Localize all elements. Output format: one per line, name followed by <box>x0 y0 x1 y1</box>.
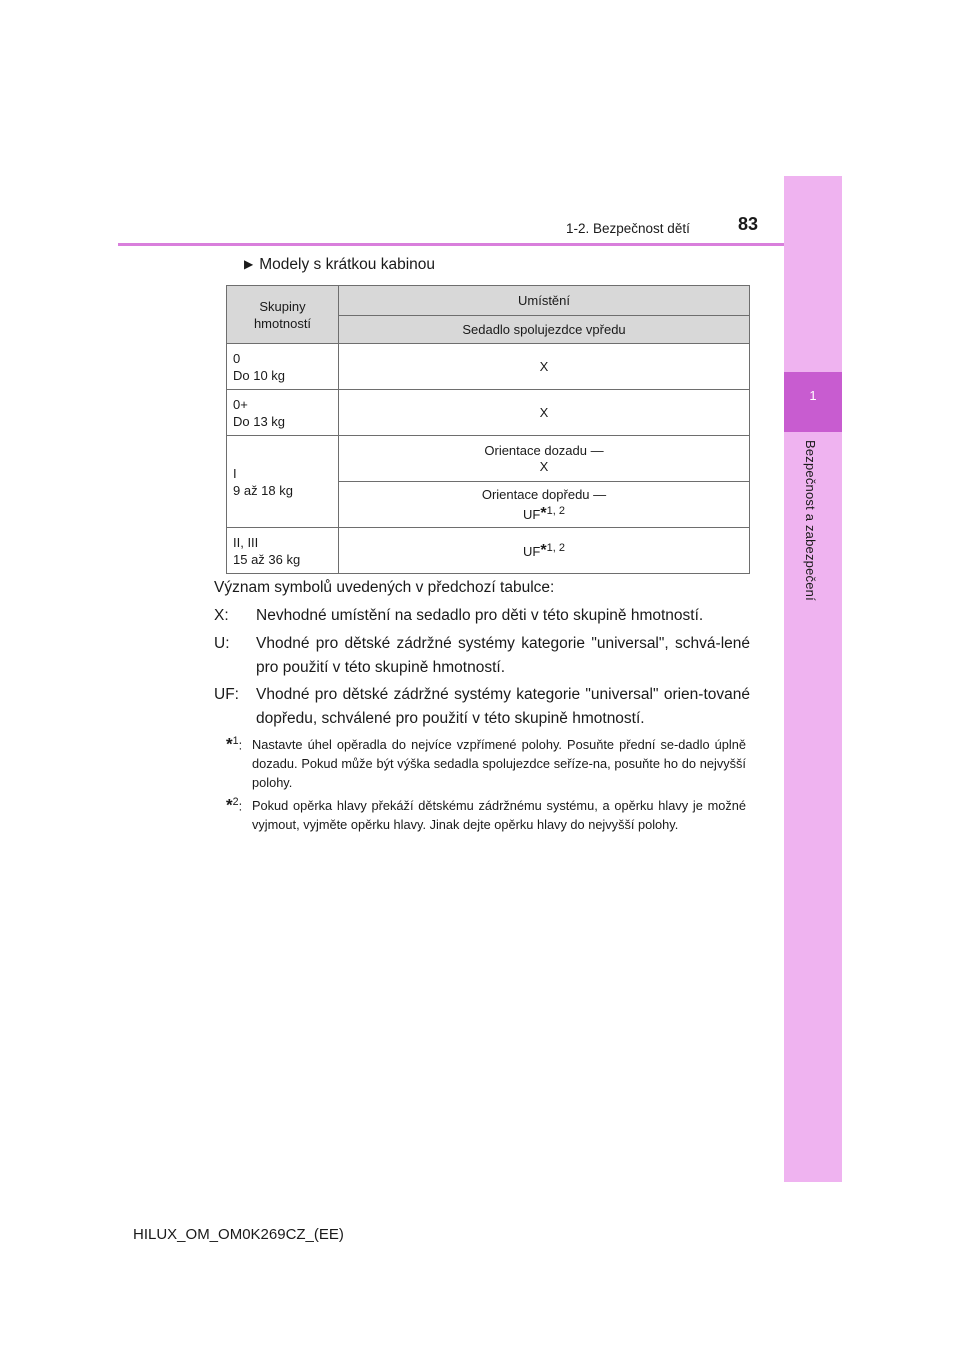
table-cell-forward-facing: Orientace dopředu — UF*$^{1, 2}$ <box>339 482 750 528</box>
side-tab-strip <box>784 176 842 1182</box>
chapter-number: 1 <box>809 388 817 403</box>
chapter-label: Bezpečnost a zabezpečení <box>803 440 818 601</box>
table-row-group-0: 0 Do 10 kg <box>227 344 339 390</box>
header-weight-groups: Skupiny hmotností <box>227 286 339 344</box>
legend-item-u: U: Vhodné pro dětské zádržné systémy kategorie "universal", schvá-lené pro použití v této skupině hmotností. <box>214 635 750 676</box>
header-divider <box>118 243 784 246</box>
table-row-group-0plus: 0+ Do 13 kg <box>227 390 339 436</box>
table-row-group-1: I 9 až 18 kg <box>227 436 339 528</box>
table-cell-value: X <box>339 390 750 436</box>
section-title: 1-2. Bezpečnost dětí <box>566 221 690 236</box>
triangle-bullet-icon: ▶ <box>244 257 254 271</box>
legend-intro: Význam symbolů uvedených v předchozí tabulce: <box>214 579 555 596</box>
table-row-group-2-3: II, III 15 až 36 kg <box>227 528 339 574</box>
footnote-2: *$^2$: Pokud opěrka hlavy překáží dětskému zádržnému systému, a opěrku hlavy je možné vyjmout, vyjměte opěrku hlavy. Jinak dejte opěrku hlavy do nejvyšší polohy. <box>226 795 746 832</box>
header-placement: Umístění <box>339 286 750 316</box>
page-number: 83 <box>738 214 759 234</box>
header-front-passenger-seat: Sedadlo spolujezdce vpředu <box>339 316 750 344</box>
legend-item-x: X: Nevhodné umístění na sedadlo pro děti v této skupině hmotností. <box>214 607 704 624</box>
subsection-title: Modely s krátkou kabinou <box>259 256 435 273</box>
document-code: HILUX_OM_OM0K269CZ_(EE) <box>133 1226 344 1243</box>
subsection-heading <box>244 256 435 274</box>
table-cell-value: X <box>339 344 750 390</box>
table-cell-value: UF*$^{1, 2}$ <box>339 528 750 574</box>
legend-item-uf: UF: Vhodné pro dětské zádržné systémy kategorie "universal" orien-tované dopředu, schválené pro použití v této skupině hmotností. <box>214 686 750 727</box>
table-cell-rear-facing: Orientace dozadu — X <box>339 436 750 482</box>
footnote-1: *$^1$: Nastavte úhel opěradla do nejvíce vzpřímené polohy. Posuňte přední se-dadlo úplně dozadu. Pokud může být výška sedadla spolujezdce seříze-na, posuňte ho do nejvyšší polohy. <box>226 734 746 790</box>
restraint-table <box>226 285 750 574</box>
